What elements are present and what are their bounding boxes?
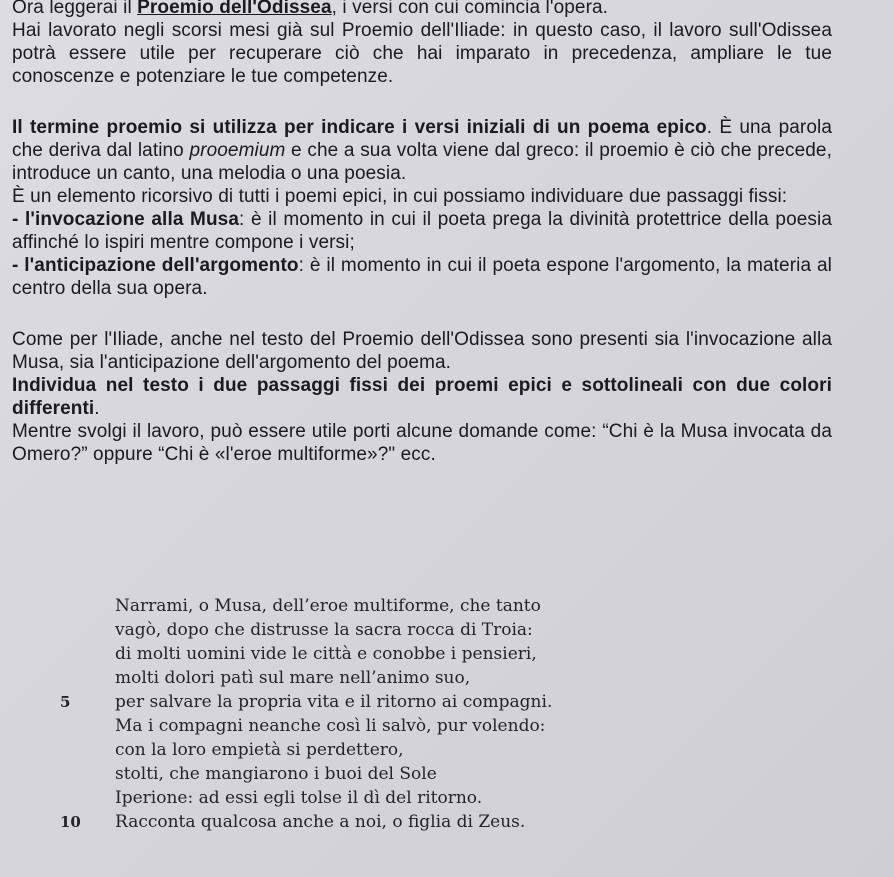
verse-text: vagò, dopo che distrusse la sacra rocca di Troia: [115, 620, 533, 640]
line-number [60, 594, 115, 618]
verse-text: Narrami, o Musa, dell’eroe multiforme, che tanto [115, 596, 541, 616]
line-number: 5 [60, 693, 71, 711]
poem-line [60, 642, 580, 666]
intro-paragraph [12, 0, 832, 19]
task-instruction [12, 374, 832, 420]
list-item-invocation [12, 208, 832, 254]
iliad-paragraph: Hai lavorato negli scorsi mesi già sul Proemio dell'Iliade: in questo caso, il lavoro sull'Odissea potrà essere utile per recuperare ciò che hai imparato in precedenza, ampliare le tue conoscenze e potenziare le tue competenze. [12, 20, 832, 87]
line-number [60, 714, 115, 738]
verse-text: stolti, che mangiarono i buoi del Sole [115, 764, 437, 784]
poem-line [60, 762, 580, 786]
verse-text: Iperione: ad essi egli tolse il dì del ritorno. [115, 788, 483, 808]
intro-text: Ora leggerai il [12, 0, 138, 18]
latin-word: prooemium [189, 140, 286, 161]
poem-line [60, 810, 580, 834]
verse-text: Racconta qualcosa anche a noi, o figlia di Zeus. [115, 812, 526, 832]
poem-line [60, 618, 580, 642]
comparison-paragraph: Come per l'Iliade, anche nel testo del Proemio dell'Odissea sono presenti sia l'invocazione alla Musa, sia l'anticipazione dell'argomento del poema. [12, 329, 832, 373]
definition-text-b: e che a sua volta viene dal greco: il proemio è ciò che precede, introduce un canto, una melodia o una poesia. [12, 140, 832, 184]
prose-section [12, 0, 832, 466]
verse-text: molti dolori patì sul mare nell’animo suo, [115, 668, 471, 688]
list-item-anticipation [12, 254, 832, 300]
poem-block [60, 594, 580, 834]
definition-text-a: . È una parola che deriva dal latino [12, 117, 832, 161]
anticipation-label: - l'anticipazione dell'argomento [12, 255, 299, 276]
line-number [60, 618, 115, 642]
anticipation-text: : è il momento in cui il poeta espone l'argomento, la materia al centro della sua opera. [12, 255, 832, 299]
line-number [60, 786, 115, 810]
poem-line [60, 786, 580, 810]
verse-text: con la loro empietà si perdettero, [115, 740, 404, 760]
poem-line [60, 666, 580, 690]
line-number: 10 [60, 813, 81, 831]
poem-line [60, 738, 580, 762]
invocation-text: : è il momento in cui il poeta prega la divinità protettrice della poesia affinché lo ispiri mentre compone i versi; [12, 209, 832, 253]
definition-paragraph [12, 116, 832, 185]
line-number [60, 642, 115, 666]
definition-bold: Il termine proemio si utilizza per indicare i versi iniziali di un poema epico [12, 117, 707, 138]
task-end: . [94, 398, 100, 419]
verse-text: di molti uomini vide le città e conobbe i pensieri, [115, 644, 537, 664]
line-number [60, 762, 115, 786]
poem-line [60, 594, 580, 618]
task-bold: Individua nel testo i due passaggi fissi dei proemi epici e sottolineali con due colori differenti [12, 375, 832, 419]
poem-line [60, 690, 580, 714]
poem-line [60, 714, 580, 738]
invocation-label: - l'invocazione alla Musa [12, 209, 240, 230]
recursive-paragraph: È un elemento ricorsivo di tutti i poemi epici, in cui possiamo individuare due passaggi fissi: [12, 186, 788, 207]
line-number [60, 738, 115, 762]
questions-paragraph: Mentre svolgi il lavoro, può essere utile porti alcune domande come: “Chi è la Musa invocata da Omero?” oppure “Chi è «l'eroe multiforme»?" ecc. [12, 421, 832, 465]
proemio-title: Proemio dell'Odissea [137, 0, 332, 18]
verse-text: Ma i compagni neanche così li salvò, pur volendo: [115, 716, 546, 736]
verse-text: per salvare la propria vita e il ritorno ai compagni. [115, 692, 553, 712]
line-number [60, 666, 115, 690]
intro-text-end: , i versi con cui comincia l'opera. [331, 0, 609, 18]
